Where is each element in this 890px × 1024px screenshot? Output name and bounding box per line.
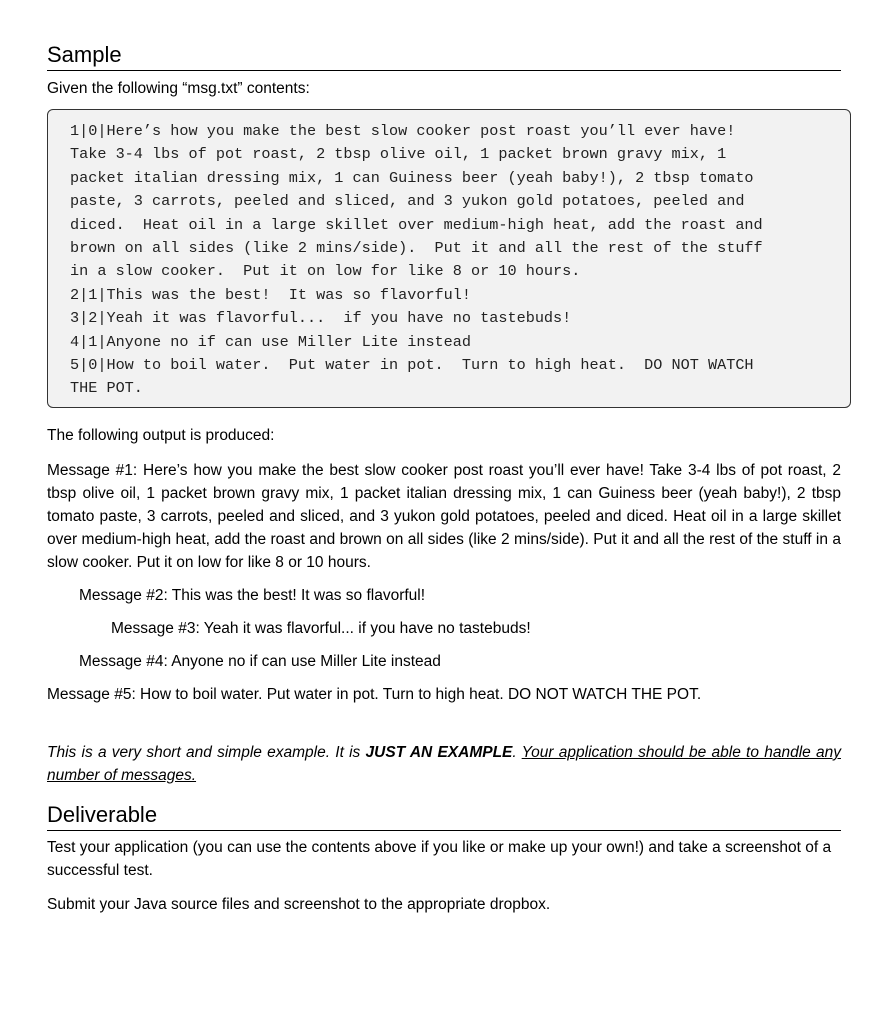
note-separator: .: [512, 744, 522, 761]
deliverable-heading: Deliverable: [47, 802, 841, 831]
test-instructions: Test your application (you can use the contents above if you like or make up your own!) and take a screenshot of a successful test.: [47, 839, 832, 879]
msg-file-code-block: [47, 109, 851, 408]
code-line: in a slow cooker. Put it on low for like 8 or 10 hours.: [70, 262, 581, 281]
code-line: packet italian dressing mix, 1 can Guiness beer (yeah baby!), 2 tbsp tomato: [70, 168, 754, 187]
sample-heading: Sample: [47, 42, 841, 71]
code-line: paste, 3 carrots, peeled and sliced, and 3 yukon gold potatoes, peeled and: [70, 192, 745, 211]
message-1: Message #1: Here’s how you make the best slow cooker post roast you’ll ever have! Take 3-4 lbs of pot roast, 2 tbsp olive oil, 1 packet brown gravy mix, 1 packet italian dressing mix, 1 can Guiness beer (yeah baby!), 2 tbsp tomato paste, 3 carrots, peeled and sliced, and 3 yukon gold potatoes, peeled and diced. Heat oil in a large skillet over medium-high heat, add the roast and brown on all sides (like 2 mins/side). Put it and all the rest of the stuff in a slow cooker. Put it on low for like 8 or 10 hours.: [47, 462, 841, 571]
code-line: 3|2|Yeah it was flavorful... if you have no tastebuds!: [70, 309, 572, 328]
code-line: 2|1|This was the best! It was so flavorful!: [70, 285, 472, 304]
submit-instructions: Submit your Java source files and screenshot to the appropriate dropbox.: [47, 896, 551, 913]
code-line: diced. Heat oil in a large skillet over medium-high heat, add the roast and: [70, 215, 763, 234]
given-intro-text: Given the following “msg.txt” contents:: [47, 80, 310, 97]
message-3: Message #3: Yeah it was flavorful... if you have no tastebuds!: [111, 620, 531, 637]
code-lines: [70, 120, 840, 401]
note-text: This is a very short and simple example. It is: [47, 744, 366, 761]
code-line: 5|0|How to boil water. Put water in pot. Turn to high heat. DO NOT WATCH: [70, 356, 754, 375]
message-2: Message #2: This was the best! It was so flavorful!: [79, 587, 426, 604]
code-line: Take 3-4 lbs of pot roast, 2 tbsp olive oil, 1 packet brown gravy mix, 1: [70, 145, 727, 164]
code-line: 4|1|Anyone no if can use Miller Lite instead: [70, 332, 472, 351]
code-line: THE POT.: [70, 379, 143, 398]
message-4: Message #4: Anyone no if can use Miller Lite instead: [79, 653, 441, 670]
example-note: [47, 741, 841, 787]
output-intro-text: The following output is produced:: [47, 427, 275, 444]
message-5: Message #5: How to boil water. Put water in pot. Turn to high heat. DO NOT WATCH THE POT.: [47, 686, 702, 703]
code-line: brown on all sides (like 2 mins/side). Put it and all the rest of the stuff: [70, 239, 763, 258]
note-emphasis: JUST AN EXAMPLE: [365, 744, 513, 761]
code-line: 1|0|Here’s how you make the best slow cooker post roast you’ll ever have!: [70, 122, 736, 140]
note-underlined: Your application should be able to handle any number of messages.: [47, 744, 841, 784]
output-messages: [47, 459, 841, 706]
